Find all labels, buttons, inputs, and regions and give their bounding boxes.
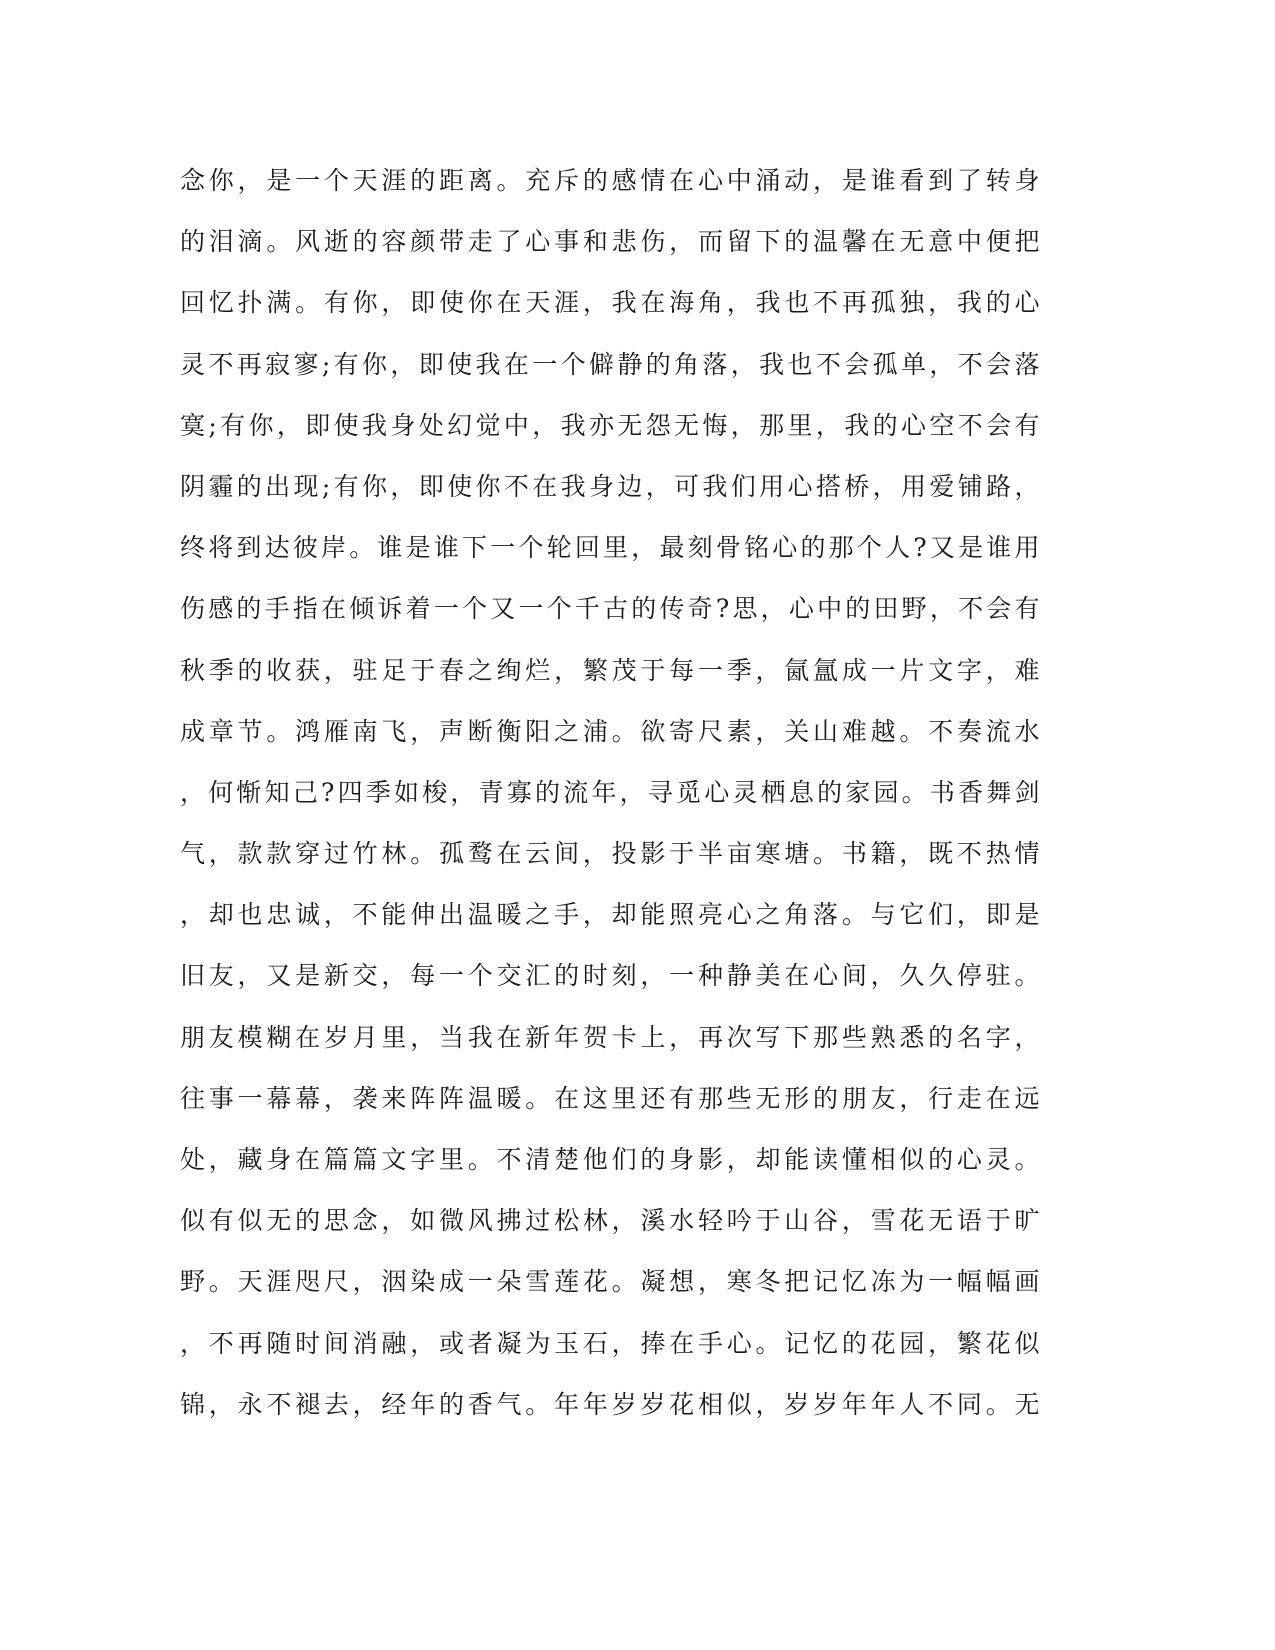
text-line: ，却也忠诚，不能伸出温暖之手，却能照亮心之角落。与它们，即是 (180, 900, 1040, 930)
text-line: 朋友模糊在岁月里，当我在新年贺卡上，再次写下那些熟悉的名字， (180, 1022, 1040, 1052)
text-line: 秋季的收获，驻足于春之绚烂，繁茂于每一季，氤氲成一片文字，难 (180, 655, 1040, 685)
text-line: 野。天涯咫尺，洇染成一朵雪莲花。凝想，寒冬把记忆冻为一幅幅画 (180, 1267, 1040, 1297)
text-line: 终将到达彼岸。谁是谁下一个轮回里，最刻骨铭心的那个人?又是谁用 (180, 533, 1040, 563)
text-line: ，何惭知己?四季如梭，青寡的流年，寻觅心灵栖息的家园。书香舞剑 (180, 777, 1040, 807)
text-line: 回忆扑满。有你，即使你在天涯，我在海角，我也不再孤独，我的心 (180, 288, 1040, 318)
text-line: 往事一幕幕，袭来阵阵温暖。在这里还有那些无形的朋友，行走在远 (180, 1083, 1040, 1113)
text-line: 气，款款穿过竹林。孤鹜在云间，投影于半亩寒塘。书籍，既不热情 (180, 839, 1040, 869)
text-line: 的泪滴。风逝的容颜带走了心事和悲伤，而留下的温馨在无意中便把 (180, 227, 1040, 257)
text-line: 锦，永不褪去，经年的香气。年年岁岁花相似，岁岁年年人不同。无 (180, 1389, 1040, 1419)
text-line: 处，藏身在篇篇文字里。不清楚他们的身影，却能读懂相似的心灵。 (180, 1145, 1040, 1174)
text-line: 灵不再寂寥;有你，即使我在一个僻静的角落，我也不会孤单，不会落 (180, 349, 1040, 379)
text-line: 成章节。鸿雁南飞，声断衡阳之浦。欲寄尺素，关山难越。不奏流水 (180, 716, 1040, 746)
body-text (180, 150, 1040, 1435)
text-line: 伤感的手指在倾诉着一个又一个千古的传奇?思，心中的田野，不会有 (180, 594, 1040, 624)
text-line: 阴霾的出现;有你，即使你不在我身边，可我们用心搭桥，用爱铺路， (180, 471, 1040, 501)
text-line: 寞;有你，即使我身处幻觉中，我亦无怨无悔，那里，我的心空不会有 (180, 410, 1040, 440)
text-line: 旧友，又是新交，每一个交汇的时刻，一种静美在心间，久久停驻。 (180, 961, 1040, 991)
text-line: 念你，是一个天涯的距离。充斥的感情在心中涌动，是谁看到了转身 (180, 166, 1040, 195)
text-line: 似有似无的思念，如微风拂过松林，溪水轻吟于山谷，雪花无语于旷 (180, 1206, 1040, 1236)
text-line: ，不再随时间消融，或者凝为玉石，捧在手心。记忆的花园，繁花似 (180, 1328, 1040, 1358)
